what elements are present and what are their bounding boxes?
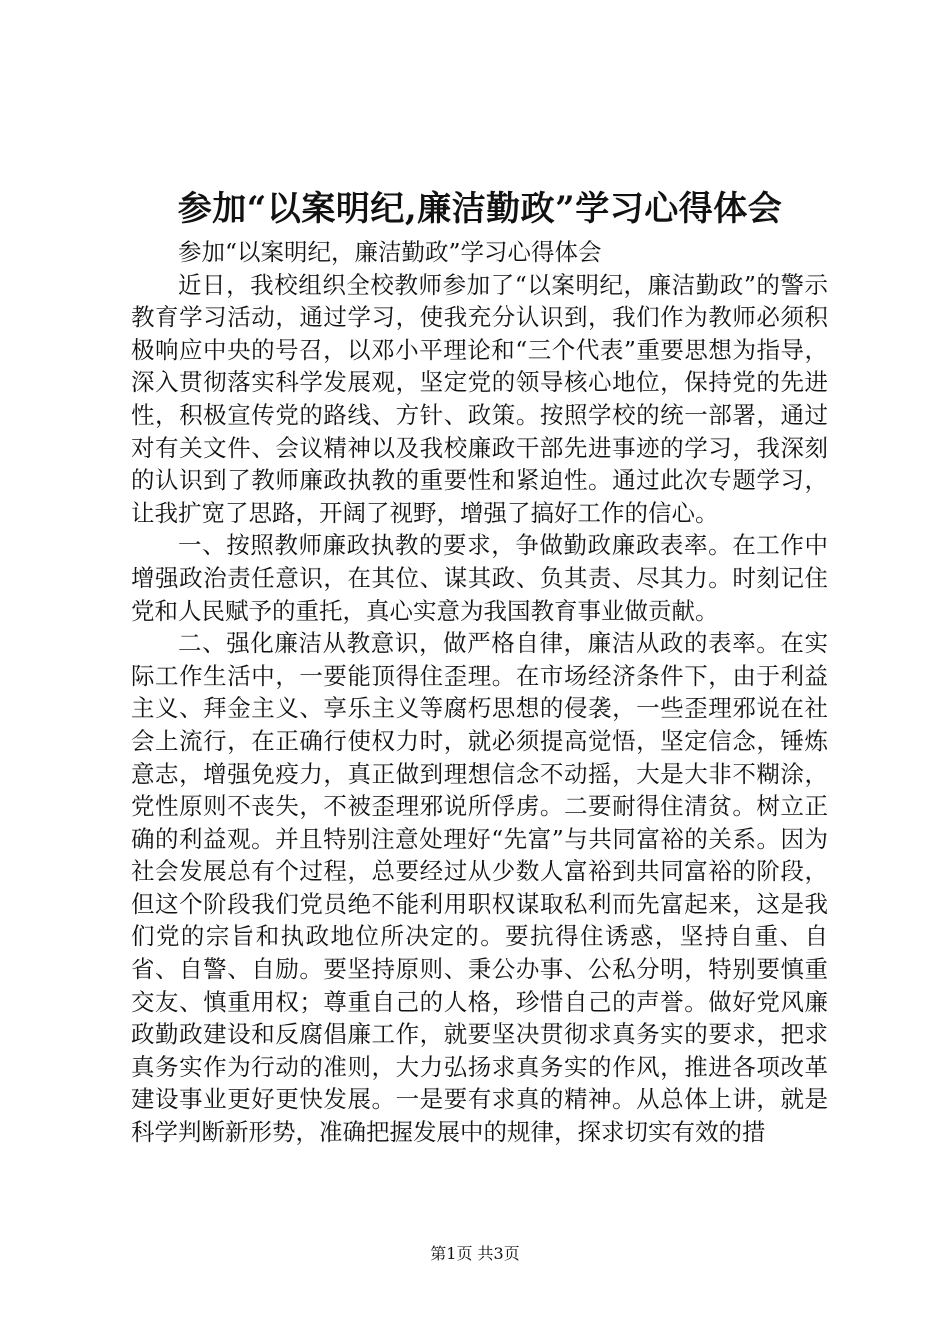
document-subtitle: 参加“以案明纪，廉洁勤政”学习心得体会 [178,238,602,266]
document-title: 参加“以案明纪,廉洁勤政”学习心得体会 [177,189,783,229]
body-paragraph: 近日，我校组织全校教师参加了“以案明纪，廉洁勤政”的警示教育学习活动，通过学习，使我充分认识到，我们作为教师必须积极响应中央的号召，以邓小平理论和“三个代表”重要思想为指导，深入贯彻落实科学发展观，坚定党的领导核心地位，保持党的先进性，积极宣传党的路线、方针、政策。按照学校的统一部署，通过对有关文件、会议精神以及我校廉政干部先进事迹的学习，我深刻的认识到了教师廉政执教的重要性和紧迫性。通过此次专题学习，让我扩宽了思路，开阔了视野，增强了搞好工作的信心。 [131,270,828,527]
document-body [131,236,828,1149]
body-paragraph: 一、按照教师廉政执教的要求，争做勤政廉政表率。在工作中增强政治责任意识，在其位、谋其政、负其责、尽其力。时刻记住党和人民赋予的重托，真心实意为我国教育事业做贡献。 [131,531,828,625]
body-paragraph: 二、强化廉洁从教意识，做严格自律，廉洁从政的表率。在实际工作生活中，一要能顶得住歪理。在市场经济条件下，由于利益主义、拜金主义、享乐主义等腐朽思想的侵袭，一些歪理邪说在社会上流行，在正确行使权力时，就必须提高觉悟，坚定信念，锤炼意志，增强免疫力，真正做到理想信念不动摇，大是大非不糊涂，党性原则不丧失，不被歪理邪说所俘虏。二要耐得住清贫。树立正确的利益观。并且特别注意处理好“先富”与共同富裕的关系。因为社会发展总有个过程，总要经过从少数人富裕到共同富裕的阶段，但这个阶段我们党员绝不能利用职权谋取私利而先富起来，这是我们党的宗旨和执政地位所决定的。要抗得住诱惑，坚持自重、自省、自警、自励。要坚持原则、秉公办事、公私分明，特别要慎重交友、慎重用权；尊重自己的人格，珍惜自己的声誉。做好党风廉政勤政建设和反腐倡廉工作，就要坚决贯彻求真务实的要求，把求真务实作为行动的准则，大力弘扬求真务实的作风，推进各项改革建设事业更好更快发展。一是要有求真的精神。从总体上讲，就是科学判断新形势，准确把握发展中的规律，探求切实有效的措 [131,629,828,1147]
page-footer: 第1页 共3页 [430,1244,520,1263]
